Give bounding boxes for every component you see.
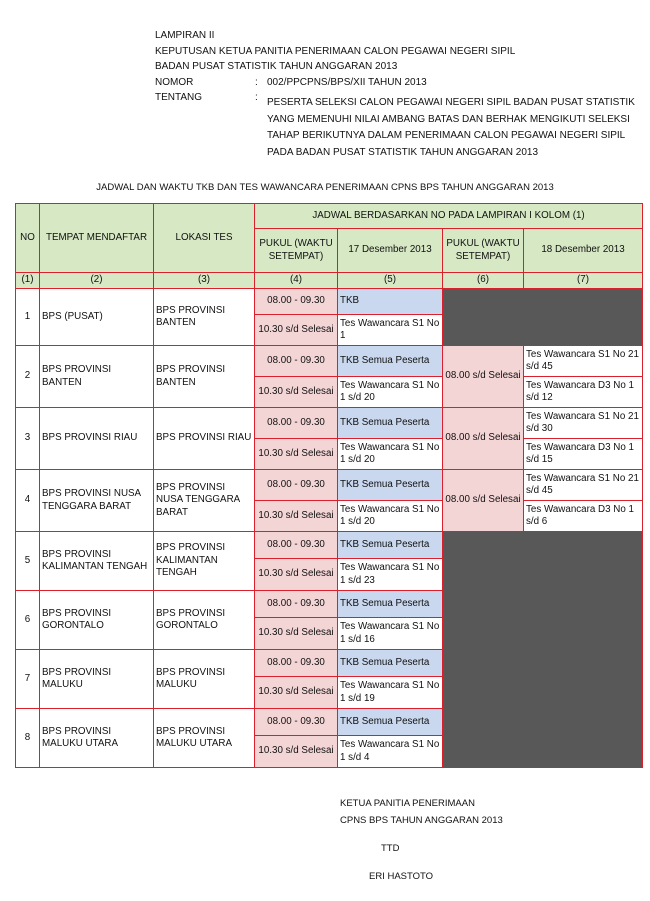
row-time-1: 08.00 - 09.30 (255, 591, 338, 618)
blocked-cell (443, 289, 643, 346)
col-num: (6) (443, 273, 524, 289)
row-tkb: TKB Semua Peserta (338, 408, 443, 439)
col-num: (7) (524, 273, 643, 289)
row-tempat: BPS PROVINSI NUSA TENGGARA BARAT (40, 470, 154, 532)
row-no: 7 (16, 650, 40, 709)
row-tempat: BPS (PUSAT) (40, 289, 154, 346)
row-time-2: 10.30 s/d Selesai (255, 677, 338, 709)
row-wawancara: Tes Wawancara S1 No 1 s/d 19 (338, 677, 443, 709)
row-time-1: 08.00 - 09.30 (255, 289, 338, 315)
row-tempat: BPS PROVINSI KALIMANTAN TENGAH (40, 532, 154, 591)
row-wawancara: Tes Wawancara S1 No 1 s/d 16 (338, 618, 443, 650)
row-day2-b: Tes Wawancara D3 No 1 s/d 15 (524, 439, 643, 470)
row-day2-b: Tes Wawancara D3 No 1 s/d 12 (524, 377, 643, 408)
row-time-1: 08.00 - 09.30 (255, 650, 338, 677)
row-day2-a: Tes Wawancara S1 No 21 s/d 45 (524, 470, 643, 501)
header-jadwal: JADWAL BERDASARKAN NO PADA LAMPIRAN I KOLOM (1) (255, 204, 643, 229)
row-time-2: 10.30 s/d Selesai (255, 315, 338, 346)
signature-block (340, 795, 503, 829)
tentang-line: PESERTA SELEKSI CALON PEGAWAI NEGERI SIPIL BADAN PUSAT STATISTIK (267, 97, 635, 108)
signature-ttd: TTD (381, 843, 400, 854)
blocked-cell (443, 532, 643, 768)
header-date-1: 17 Desember 2013 (338, 229, 443, 273)
row-day2-b: Tes Wawancara D3 No 1 s/d 6 (524, 501, 643, 532)
row-lokasi: BPS PROVINSI BANTEN (154, 289, 255, 346)
row-no: 8 (16, 709, 40, 768)
row-time-1: 08.00 - 09.30 (255, 470, 338, 501)
keputusan-line-1: KEPUTUSAN KETUA PANITIA PENERIMAAN CALON PEGAWAI NEGERI SIPIL (155, 45, 516, 57)
row-time-2: 10.30 s/d Selesai (255, 618, 338, 650)
row-time-2: 10.30 s/d Selesai (255, 377, 338, 408)
row-day2-time: 08.00 s/d Selesai (443, 470, 524, 532)
lampiran-label: LAMPIRAN II (155, 30, 215, 41)
col-num: (3) (154, 273, 255, 289)
row-tempat: BPS PROVINSI BANTEN (40, 346, 154, 408)
nomor-label: NOMOR (155, 76, 194, 88)
header-row-1 (16, 204, 643, 229)
schedule-title: JADWAL DAN WAKTU TKB DAN TES WAWANCARA PENERIMAAN CPNS BPS TAHUN ANGGARAN 2013 (96, 182, 554, 193)
row-day2-a: Tes Wawancara S1 No 21 s/d 30 (524, 408, 643, 439)
row-time-1: 08.00 - 09.30 (255, 346, 338, 377)
row-no: 4 (16, 470, 40, 532)
column-number-row (16, 273, 643, 289)
table-row (16, 470, 643, 501)
row-tkb: TKB (338, 289, 443, 315)
row-time-1: 08.00 - 09.30 (255, 532, 338, 559)
row-lokasi: BPS PROVINSI RIAU (154, 408, 255, 470)
row-time-2: 10.30 s/d Selesai (255, 736, 338, 768)
header-date-2: 18 Desember 2013 (524, 229, 643, 273)
row-tkb: TKB Semua Peserta (338, 532, 443, 559)
row-time-2: 10.30 s/d Selesai (255, 501, 338, 532)
header-lokasi: LOKASI TES (154, 204, 255, 273)
row-lokasi: BPS PROVINSI MALUKU UTARA (154, 709, 255, 768)
row-time-1: 08.00 - 09.30 (255, 408, 338, 439)
table-row (16, 408, 643, 439)
row-lokasi: BPS PROVINSI MALUKU (154, 650, 255, 709)
row-wawancara: Tes Wawancara S1 No 1 s/d 4 (338, 736, 443, 768)
row-tempat: BPS PROVINSI GORONTALO (40, 591, 154, 650)
header-tempat: TEMPAT MENDAFTAR (40, 204, 154, 273)
row-tkb: TKB Semua Peserta (338, 470, 443, 501)
row-lokasi: BPS PROVINSI GORONTALO (154, 591, 255, 650)
row-time-2: 10.30 s/d Selesai (255, 559, 338, 591)
row-lokasi: BPS PROVINSI BANTEN (154, 346, 255, 408)
nomor-colon: : (255, 76, 258, 88)
document-header (155, 28, 635, 161)
row-time-2: 10.30 s/d Selesai (255, 439, 338, 470)
nomor-value: 002/PPCPNS/BPS/XII TAHUN 2013 (267, 76, 427, 88)
row-tempat: BPS PROVINSI MALUKU UTARA (40, 709, 154, 768)
row-no: 5 (16, 532, 40, 591)
row-tkb: TKB Semua Peserta (338, 591, 443, 618)
col-num: (4) (255, 273, 338, 289)
table-row (16, 346, 643, 377)
row-day2-time: 08.00 s/d Selesai (443, 346, 524, 408)
keputusan-line-2: BADAN PUSAT STATISTIK TAHUN ANGGARAN 2013 (155, 61, 398, 72)
row-no: 3 (16, 408, 40, 470)
row-tkb: TKB Semua Peserta (338, 346, 443, 377)
col-num: (1) (16, 273, 40, 289)
table-row (16, 532, 643, 559)
schedule-table (15, 203, 643, 768)
row-no: 1 (16, 289, 40, 346)
row-wawancara: Tes Wawancara S1 No 1 s/d 23 (338, 559, 443, 591)
table-row (16, 289, 643, 315)
row-no: 2 (16, 346, 40, 408)
tentang-line: PADA BADAN PUSAT STATISTIK TAHUN ANGGARAN 2013 (267, 146, 539, 158)
tentang-line: TAHAP BERIKUTNYA DALAM PENERIMAAN CALON PEGAWAI NEGERI SIPIL (267, 130, 626, 141)
nomor-row (155, 75, 635, 91)
signature-line-1: KETUA PANITIA PENERIMAAN (340, 798, 475, 809)
signature-line-2: CPNS BPS TAHUN ANGGARAN 2013 (340, 815, 503, 826)
row-tkb: TKB Semua Peserta (338, 650, 443, 677)
row-tempat: BPS PROVINSI MALUKU (40, 650, 154, 709)
tentang-line: YANG MEMENUHI NILAI AMBANG BATAS DAN BERHAK MENGIKUTI SELEKSI (267, 113, 630, 125)
row-wawancara: Tes Wawancara S1 No 1 s/d 20 (338, 501, 443, 532)
row-time-1: 08.00 - 09.30 (255, 709, 338, 736)
header-no: NO (16, 204, 40, 273)
row-day2-a: Tes Wawancara S1 No 21 s/d 45 (524, 346, 643, 377)
tentang-label: TENTANG (155, 92, 203, 103)
tentang-row (155, 90, 635, 161)
row-lokasi: BPS PROVINSI KALIMANTAN TENGAH (154, 532, 255, 591)
row-day2-time: 08.00 s/d Selesai (443, 408, 524, 470)
tentang-value (267, 95, 635, 161)
row-wawancara: Tes Wawancara S1 No 1 (338, 315, 443, 346)
row-tempat: BPS PROVINSI RIAU (40, 408, 154, 470)
row-tkb: TKB Semua Peserta (338, 709, 443, 736)
row-lokasi: BPS PROVINSI NUSA TENGGARA BARAT (154, 470, 255, 532)
header-pukul-1: PUKUL (WAKTU SETEMPAT) (255, 229, 338, 273)
row-wawancara: Tes Wawancara S1 No 1 s/d 20 (338, 377, 443, 408)
row-wawancara: Tes Wawancara S1 No 1 s/d 20 (338, 439, 443, 470)
col-num: (5) (338, 273, 443, 289)
col-num: (2) (40, 273, 154, 289)
header-pukul-2: PUKUL (WAKTU SETEMPAT) (443, 229, 524, 273)
row-no: 6 (16, 591, 40, 650)
tentang-colon: : (255, 92, 258, 103)
signatory-name: ERI HASTOTO (369, 871, 434, 882)
